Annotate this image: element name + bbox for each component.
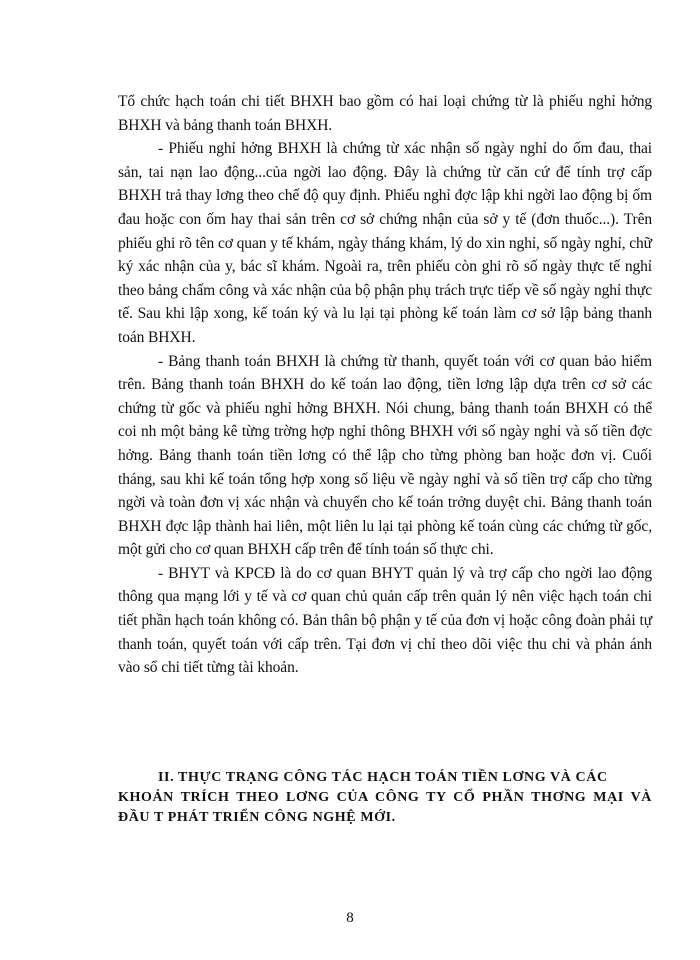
section-heading-rest: KHOẢN TRÍCH THEO LƠNG CỦA CÔNG TY CỔ PHẦN THƠNG MẠI VÀ ĐẦU T PHÁT TRIỂN CÔNG NGHỆ MỚI. — [118, 790, 652, 825]
paragraph-payment-table: - Bảng thanh toán BHXH là chứng từ thanh, quyết toán với cơ quan bảo hiểm trên. Bảng thanh toán BHXH do kế toán lao động, tiền lơng lập dựa trên cơ sở các chứng từ gốc và phiếu nghỉ hởng BHXH. Nói chung, bảng thanh toán BHXH có thể coi nh một bảng kê từng trờng hợp nghỉ thông BHXH với số ngày nghỉ và số tiền đợc hởng. Bảng thanh toán tiền lơng có thể lập cho từng phòng ban hoặc đơn vị. Cuối tháng, sau khi kế toán tổng hợp xong số liệu về ngày nghỉ và số tiền trợ cấp cho từng ngời và toàn đơn vị xác nhận và chuyển cho kế toán trởng duyệt chi. Bảng thanh toán BHXH đợc lập thành hai liên, một liên lu lại tại phòng kế toán cùng các chứng từ gốc, một gửi cho cơ quan BHXH cấp trên để tính toán số thực chi. — [118, 352, 652, 559]
paragraph-health-insurance: - BHYT và KPCĐ là do cơ quan BHYT quản lý và trợ cấp cho ngời lao động thông qua mạng lới y tế và cơ quan chủ quản cấp trên quản lý nên việc hạch toán chi tiết phần hạch toán không có. Bản thân bộ phận y tế của đơn vị hoặc công đoàn phải tự thanh toán, quyết toán với cấp trên. Tại đơn vị chỉ theo dõi việc thu chi và phản ánh vào sổ chi tiết từng tài khoản. — [118, 564, 652, 677]
section-heading-line1: II. THỰC TRẠNG CÔNG TÁC HẠCH TOÁN TIỀN LƠNG VÀ CÁC — [158, 770, 608, 785]
paragraph-intro: Tổ chức hạch toán chi tiết BHXH bao gồm có hai loại chứng từ là phiếu nghỉ hởng BHXH và bảng thanh toán BHXH. — [118, 93, 652, 134]
paragraph-sick-leave-slip: - Phiếu nghỉ hởng BHXH là chứng từ xác nhận số ngày nghỉ do ốm đau, thai sản, tai nạn lao động...của ngời lao động. Đây là chứng từ căn cứ để tính trợ cấp BHXH trả thay lơng theo chế độ quy định. Phiếu nghỉ đợc lập khi ngời lao động bị ốm đau hoặc con ốm hay thai sản trên cơ sở chứng nhận của sở y tế (đơn thuốc...). Trên phiếu ghi rõ tên cơ quan y tế khám, ngày tháng khám, lý do xin nghỉ, số ngày nghỉ, chữ ký xác nhận của y, bác sĩ khám. Ngoài ra, trên phiếu còn ghi rõ số ngày thực tế nghỉ theo bảng chấm công và xác nhận của bộ phận phụ trách trực tiếp về số ngày nghỉ thực tế. Sau khi lập xong, kế toán ký và lu lại tại phòng kế toán làm cơ sở lập bảng thanh toán BHXH. — [118, 140, 652, 346]
section-heading — [118, 768, 652, 828]
page-number: 8 — [346, 910, 354, 926]
body-text — [118, 90, 652, 680]
